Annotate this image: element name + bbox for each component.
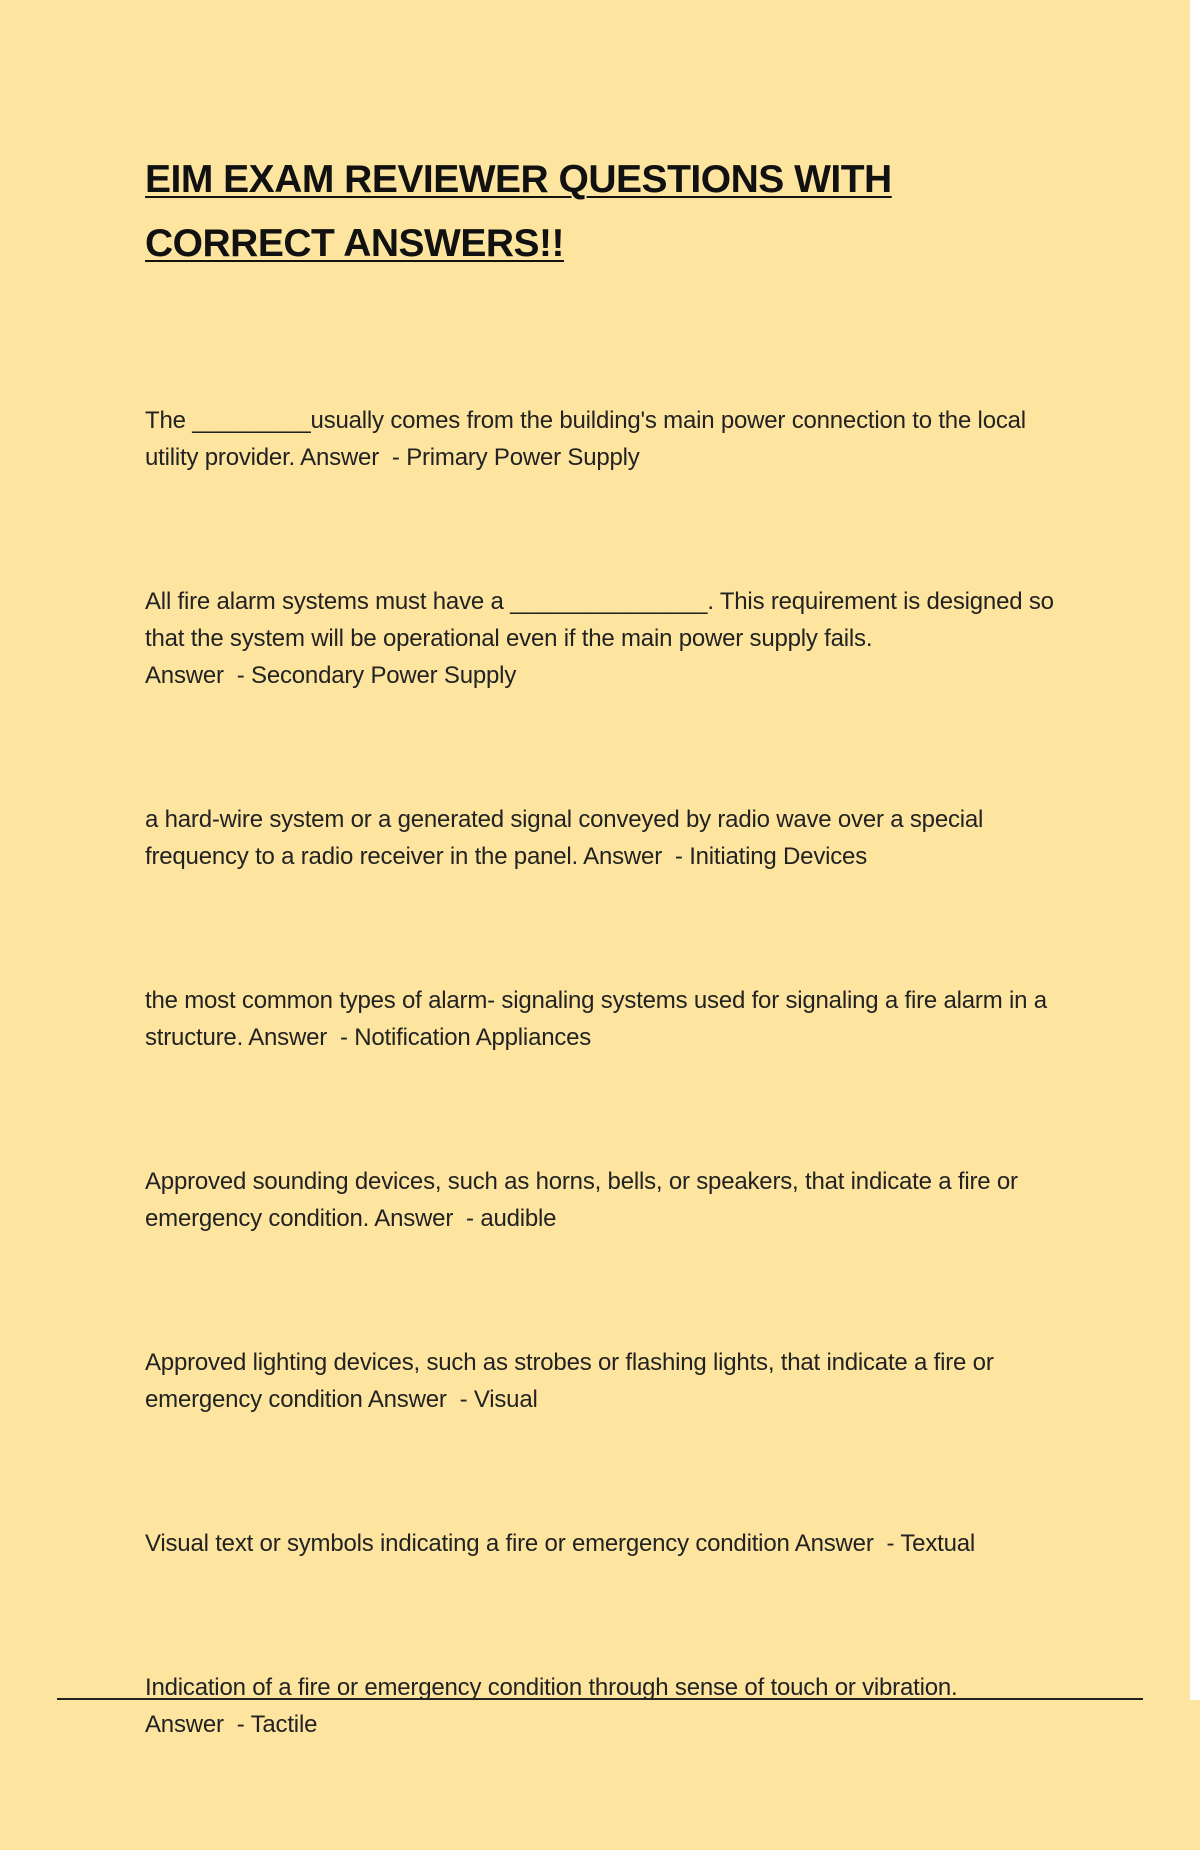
answer-prefix: Answer -	[367, 1386, 474, 1413]
question-text: the most common types of alarm- signaling systems used for signaling a fire alarm in a structure.	[145, 987, 1047, 1051]
qa-list	[145, 402, 1065, 1743]
qa-item-8	[145, 1669, 1065, 1743]
answer-prefix: Answer -	[794, 1530, 901, 1557]
answer-text: Tactile	[250, 1711, 318, 1738]
answer-text: Primary Power Supply	[406, 444, 640, 471]
answer-text: audible	[480, 1205, 557, 1232]
answer-prefix: Answer -	[583, 843, 690, 870]
answer-text: Visual	[473, 1386, 538, 1413]
question-text: The _________usually comes from the building's main power connection to the local utility provider.	[145, 407, 1026, 471]
qa-item-7	[145, 1525, 1065, 1562]
answer-text: Initiating Devices	[689, 843, 868, 870]
answer-prefix: Answer -	[374, 1205, 481, 1232]
answer-text: Notification Appliances	[354, 1024, 592, 1051]
answer-prefix: Answer -	[145, 1711, 251, 1738]
qa-item-1	[145, 402, 1065, 476]
document-title: EIM EXAM REVIEWER QUESTIONS WITH CORRECT ANSWERS!!	[145, 158, 892, 265]
qa-item-6	[145, 1344, 1065, 1418]
question-text: Approved sounding devices, such as horns, bells, or speakers, that indicate a fire or emergency condition.	[145, 1168, 1018, 1232]
qa-item-5	[145, 1163, 1065, 1237]
answer-prefix: Answer -	[145, 662, 252, 689]
question-text: a hard-wire system or a generated signal conveyed by radio wave over a special frequency to a radio receiver in the panel.	[145, 806, 984, 870]
question-text: Indication of a fire or emergency condition through sense of touch or vibration.	[145, 1674, 958, 1701]
answer-text: Secondary Power Supply	[251, 662, 517, 689]
page-right-margin	[1190, 0, 1200, 1700]
qa-item-3	[145, 801, 1065, 875]
answer-prefix: Answer -	[300, 444, 407, 471]
qa-item-2	[145, 583, 1065, 694]
document-content	[145, 148, 1065, 1850]
answer-prefix: Answer -	[248, 1024, 355, 1051]
question-text: Visual text or symbols indicating a fire or emergency condition	[145, 1530, 790, 1557]
qa-item-4	[145, 982, 1065, 1056]
question-text: All fire alarm systems must have a _______________. This requirement is designed so that the system will be operational even if the main power supply fails.	[145, 588, 1054, 652]
question-text: Approved lighting devices, such as strobes or flashing lights, that indicate a fire or emergency condition	[145, 1349, 994, 1413]
answer-text: Textual	[900, 1530, 976, 1557]
